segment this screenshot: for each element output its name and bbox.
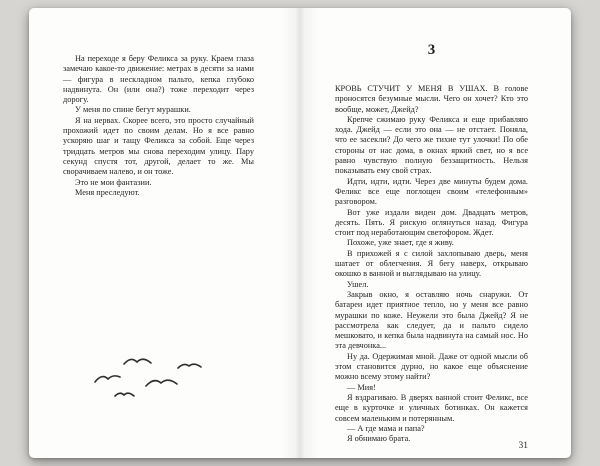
flying-birds-illustration: [89, 351, 211, 405]
paragraph: Ну да. Одержимая мной. Даже от одной мысли об этом становится дурно, но какое еще объяснение можно всему этому найти?: [335, 351, 528, 382]
paragraph: Закрыв окно, я оставляю ночь снаружи. От батареи идет приятное тепло, но у меня все равно мурашки по коже. Неужели это была Джейд? Я не рассмотрела как следует, да и пальто сидело мешковато, и кепка была надвинута на самый нос. Но эта девчонка...: [335, 289, 528, 351]
paragraph: На переходе я беру Феликса за руку. Краем глаза замечаю какое-то движение: метрах в десяти за нами — фигура в нескладном пальто, кепка глубоко надвинута. Он (или она?) тоже переходит через дорогу.: [63, 54, 254, 105]
flying-birds-icon: [89, 351, 211, 405]
paragraph: Вот уже издали виден дом. Двадцать метров, десять. Пять. Я рискую оглянуться назад. Фигура стоит под неработающим светофором. Ждет.: [335, 207, 528, 238]
paragraph: Я вздрагиваю. В дверях ванной стоит Феликс, все еще в курточке и уличных ботинках. Он кажется совсем маленьким и потерянным.: [335, 392, 528, 423]
paragraph: В прихожей я с силой захлопываю дверь, меня шатает от облегчения. Я бегу наверх, открываю окошко в ванной и выглядываю на улицу.: [335, 248, 528, 279]
right-page: [300, 8, 571, 458]
left-page: [29, 8, 300, 458]
book-spread: [29, 8, 571, 458]
page-number: 31: [518, 441, 528, 451]
chapter-opening-paragraph: КРОВЬ СТУЧИТ У МЕНЯ В УШАХ. В голове проносятся безумные мысли. Чего он хочет? Кто это вообще, может, Джейд?: [335, 84, 528, 114]
paragraph: У меня по спине бегут мурашки.: [75, 105, 191, 115]
paragraph: Похоже, уже знает, где я живу.: [347, 238, 454, 248]
paragraph: Я обнимаю брата.: [347, 434, 411, 444]
dialogue-line: — Мия!: [347, 382, 376, 392]
paragraph: Я на нервах. Скорее всего, это просто случайный прохожий идет по своим делам. Но я все равно ускоряю шаг и тащу Феликса за собой. Еще через тридцать метров мы снова переходим улицу. Пару секунд спустя тот, другой, делает то же. Мы сворачиваем налево, и он тоже.: [63, 115, 254, 177]
right-page-text: [335, 84, 528, 444]
paragraph: Меня преследуют.: [75, 187, 140, 197]
chapter-number: 3: [427, 42, 436, 58]
paragraph: Ушел.: [347, 279, 369, 289]
left-page-text: [63, 54, 254, 198]
dialogue-line: — А где мама и папа?: [347, 423, 425, 433]
paragraph: Крепче сжимаю руку Феликса и еще прибавляю хода. Джейд — если это она — не отстает. Поняла, что ее засекли? До чего же тихие тут улочки! По обе стороны от нас дома, в окнах яркий свет, но я все равно чувствую полную беззащитность. Нельзя показывать ему свой страх.: [335, 114, 528, 176]
paragraph: Идти, идти, идти. Через две минуты будем дома. Феликс все еще поглощен своим «телефонным» разговором.: [335, 176, 528, 207]
paragraph: Это не мои фантазии.: [75, 177, 152, 187]
